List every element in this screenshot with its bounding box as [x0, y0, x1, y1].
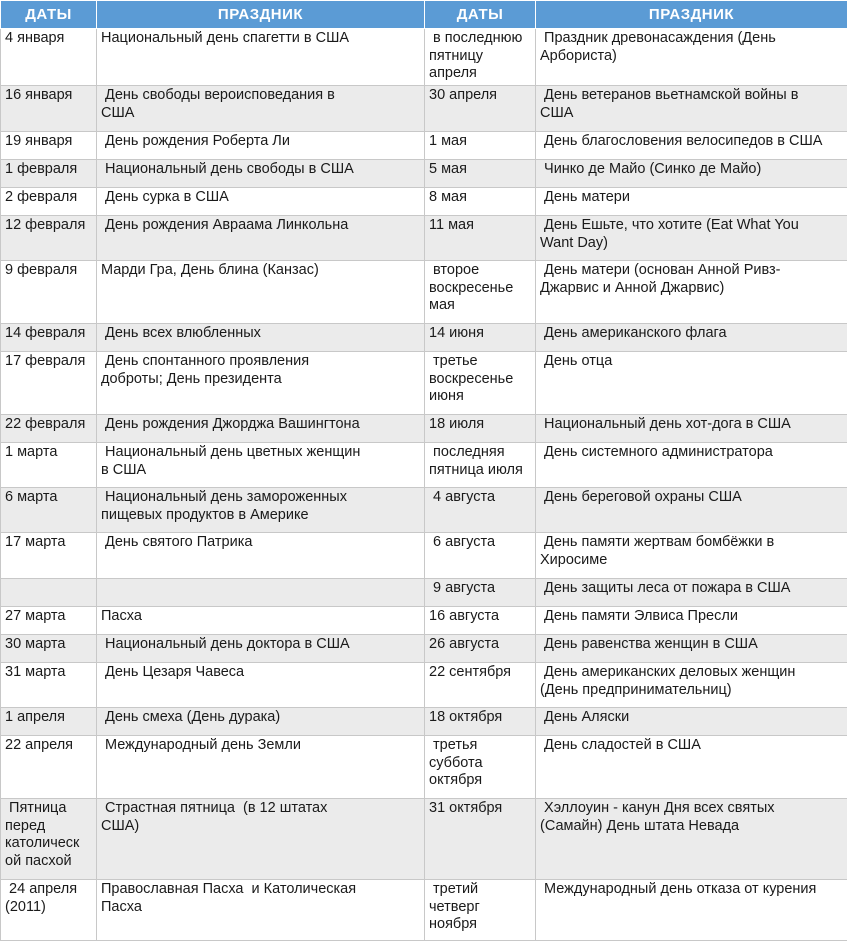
- header-holiday-left: ПРАЗДНИК: [97, 1, 425, 29]
- holiday-left-cell: Национальный день цветных женщин в США: [97, 443, 425, 488]
- holiday-left-cell: День смеха (День дурака): [97, 708, 425, 736]
- table-row: [1, 579, 847, 607]
- date-right-cell: 8 мая: [425, 188, 536, 216]
- holiday-right-cell: День американского флага: [536, 324, 847, 352]
- holiday-left-cell: День рождения Роберта Ли: [97, 132, 425, 160]
- date-left-cell: 22 февраля: [1, 415, 97, 443]
- holiday-right-cell: День защиты леса от пожара в США: [536, 579, 847, 607]
- table-row: [1, 607, 847, 635]
- holiday-left-cell: Национальный день спагетти в США: [97, 29, 425, 86]
- table-row: [1, 880, 847, 941]
- date-right-cell: 18 июля: [425, 415, 536, 443]
- holiday-right-cell: День Аляски: [536, 708, 847, 736]
- table-row: [1, 261, 847, 324]
- holiday-left-cell: День рождения Джорджа Вашингтона: [97, 415, 425, 443]
- holiday-left-cell: Международный день Земли: [97, 736, 425, 799]
- table-row: [1, 708, 847, 736]
- date-left-cell: 2 февраля: [1, 188, 97, 216]
- table-row: [1, 488, 847, 533]
- date-left-cell: 24 апреля (2011): [1, 880, 97, 941]
- holiday-right-cell: День ветеранов вьетнамской войны в США: [536, 86, 847, 132]
- holiday-right-cell: День матери: [536, 188, 847, 216]
- date-right-cell: 9 августа: [425, 579, 536, 607]
- holiday-right-cell: День отца: [536, 352, 847, 415]
- date-left-cell: 31 марта: [1, 663, 97, 708]
- date-left-cell: 30 марта: [1, 635, 97, 663]
- holiday-right-cell: День памяти Элвиса Пресли: [536, 607, 847, 635]
- table-row: [1, 415, 847, 443]
- date-right-cell: 4 августа: [425, 488, 536, 533]
- date-left-cell: 4 января: [1, 29, 97, 86]
- date-right-cell: 30 апреля: [425, 86, 536, 132]
- holiday-right-cell: День равенства женщин в США: [536, 635, 847, 663]
- holiday-right-cell: Международный день отказа от курения: [536, 880, 847, 941]
- header-dates-left: ДАТЫ: [1, 1, 97, 29]
- date-right-cell: 1 мая: [425, 132, 536, 160]
- holiday-right-cell: День береговой охраны США: [536, 488, 847, 533]
- table-row: [1, 663, 847, 708]
- holiday-left-cell: Православная Пасха и Католическая Пасха: [97, 880, 425, 941]
- header-dates-right: ДАТЫ: [425, 1, 536, 29]
- table-row: [1, 216, 847, 261]
- holiday-right-cell: Хэллоуин - канун Дня всех святых (Самайн) День штата Невада: [536, 799, 847, 880]
- holiday-left-cell: День сурка в США: [97, 188, 425, 216]
- table-body: [1, 29, 847, 941]
- date-right-cell: в последнюю пятницу апреля: [425, 29, 536, 86]
- table-row: [1, 352, 847, 415]
- holiday-left-cell: День рождения Авраама Линкольна: [97, 216, 425, 261]
- holiday-left-cell: Марди Гра, День блина (Канзас): [97, 261, 425, 324]
- table-row: [1, 160, 847, 188]
- table-row: [1, 799, 847, 880]
- holiday-left-cell: День святого Патрика: [97, 533, 425, 579]
- date-right-cell: 18 октября: [425, 708, 536, 736]
- table-row: [1, 635, 847, 663]
- date-right-cell: 16 августа: [425, 607, 536, 635]
- holiday-left-cell: Национальный день свободы в США: [97, 160, 425, 188]
- holiday-left-cell: День всех влюбленных: [97, 324, 425, 352]
- header-holiday-right: ПРАЗДНИК: [536, 1, 847, 29]
- table-row: [1, 132, 847, 160]
- date-left-cell: Пятница перед католичеcк ой пасхой: [1, 799, 97, 880]
- date-right-cell: второе воскресенье мая: [425, 261, 536, 324]
- date-left-cell: 1 февраля: [1, 160, 97, 188]
- header-row: [1, 1, 847, 29]
- date-left-cell: 17 марта: [1, 533, 97, 579]
- holiday-left-cell: Национальный день доктора в США: [97, 635, 425, 663]
- holiday-right-cell: День сладостей в США: [536, 736, 847, 799]
- holiday-left-cell: [97, 579, 425, 607]
- table-row: [1, 188, 847, 216]
- date-right-cell: третье воскресенье июня: [425, 352, 536, 415]
- date-left-cell: 9 февраля: [1, 261, 97, 324]
- date-right-cell: третья суббота октября: [425, 736, 536, 799]
- date-left-cell: 6 марта: [1, 488, 97, 533]
- holiday-left-cell: Страстная пятница (в 12 штатах США): [97, 799, 425, 880]
- date-right-cell: 5 мая: [425, 160, 536, 188]
- date-left-cell: [1, 579, 97, 607]
- holiday-right-cell: День памяти жертвам бомбёжки в Хиросиме: [536, 533, 847, 579]
- holiday-right-cell: День американских деловых женщин (День предпринимательниц): [536, 663, 847, 708]
- holiday-left-cell: Национальный день замороженных пищевых продуктов в Америке: [97, 488, 425, 533]
- table-row: [1, 533, 847, 579]
- table-row: [1, 29, 847, 86]
- holiday-right-cell: Чинко де Майо (Синко де Майо): [536, 160, 847, 188]
- holiday-right-cell: День благословения велосипедов в США: [536, 132, 847, 160]
- date-left-cell: 16 января: [1, 86, 97, 132]
- holiday-right-cell: Праздник древонасаждения (День Арбориста): [536, 29, 847, 86]
- date-right-cell: 6 августа: [425, 533, 536, 579]
- holiday-right-cell: День матери (основан Анной Ривз- Джарвис и Анной Джарвис): [536, 261, 847, 324]
- date-left-cell: 22 апреля: [1, 736, 97, 799]
- date-right-cell: 31 октября: [425, 799, 536, 880]
- date-right-cell: 14 июня: [425, 324, 536, 352]
- holiday-left-cell: День Цезаря Чавеса: [97, 663, 425, 708]
- holiday-right-cell: Национальный день хот-дога в США: [536, 415, 847, 443]
- holiday-right-cell: День Ешьте, что хотите (Eat What You Want Day): [536, 216, 847, 261]
- date-left-cell: 14 февраля: [1, 324, 97, 352]
- table-row: [1, 86, 847, 132]
- date-right-cell: последняя пятница июля: [425, 443, 536, 488]
- table-row: [1, 324, 847, 352]
- table-row: [1, 443, 847, 488]
- date-left-cell: 17 февраля: [1, 352, 97, 415]
- date-right-cell: третий четверг ноября: [425, 880, 536, 941]
- holiday-left-cell: День свободы вероисповедания в США: [97, 86, 425, 132]
- date-left-cell: 12 февраля: [1, 216, 97, 261]
- date-right-cell: 22 сентября: [425, 663, 536, 708]
- holiday-left-cell: Пасха: [97, 607, 425, 635]
- holiday-right-cell: День системного администратора: [536, 443, 847, 488]
- date-left-cell: 19 января: [1, 132, 97, 160]
- table-row: [1, 736, 847, 799]
- date-right-cell: 11 мая: [425, 216, 536, 261]
- date-left-cell: 27 марта: [1, 607, 97, 635]
- date-right-cell: 26 августа: [425, 635, 536, 663]
- holiday-left-cell: День спонтанного проявления доброты; День президента: [97, 352, 425, 415]
- date-left-cell: 1 марта: [1, 443, 97, 488]
- date-left-cell: 1 апреля: [1, 708, 97, 736]
